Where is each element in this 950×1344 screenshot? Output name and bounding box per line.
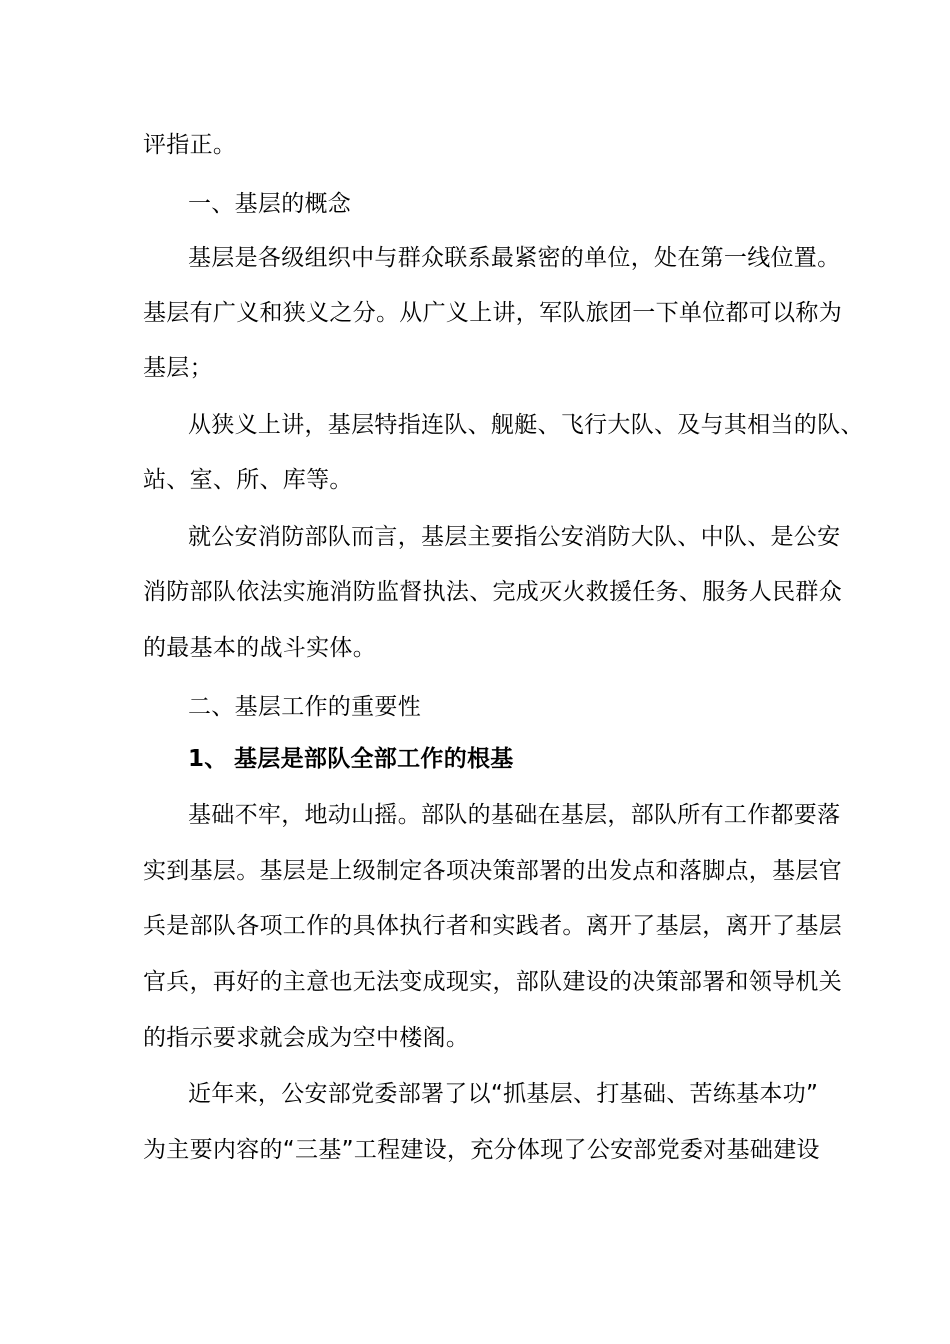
paragraph-line: 为主要内容的“三基”工程建设，充分体现了公安部党委对基础建设 bbox=[143, 1137, 820, 1163]
paragraph-line: 基层是各级组织中与群众联系最紧密的单位，处在第一线位置。 bbox=[188, 245, 841, 271]
subsection-heading bbox=[188, 744, 813, 774]
paragraph-line: 实到基层。基层是上级制定各项决策部署的出发点和落脚点，基层官 bbox=[143, 858, 842, 884]
section-heading: 二、基层工作的重要性 bbox=[188, 694, 421, 720]
paragraph-line: 近年来，公安部党委部署了以“抓基层、打基础、苦练基本功” bbox=[188, 1081, 819, 1107]
paragraph-line: 的最基本的战斗实体。 bbox=[143, 635, 376, 661]
paragraph-line: 兵是部队各项工作的具体执行者和实践者。离开了基层，离开了基层 bbox=[143, 913, 842, 939]
paragraph-line: 官兵，再好的主意也无法变成现实，部队建设的决策部署和领导机关 bbox=[143, 969, 842, 995]
paragraph-line: 就公安消防部队而言，基层主要指公安消防大队、中队、是公安 bbox=[188, 524, 841, 550]
paragraph-line: 从狭义上讲，基层特指连队、舰艇、飞行大队、及与其相当的队、 bbox=[188, 412, 864, 438]
subsection-number: 1、 bbox=[188, 746, 228, 772]
paragraph-line: 消防部队依法实施消防监督执法、完成灭火救援任务、服务人民群众 bbox=[143, 579, 842, 605]
paragraph-line: 的指示要求就会成为空中楼阁。 bbox=[143, 1025, 470, 1051]
paragraph-line: 基层； bbox=[143, 355, 213, 381]
subsection-title: 基层是部队全部工作的根基 bbox=[234, 746, 514, 772]
paragraph-line: 基层有广义和狭义之分。从广义上讲，军队旅团一下单位都可以称为 bbox=[143, 300, 842, 326]
section-heading: 一、基层的概念 bbox=[188, 191, 352, 217]
paragraph-line: 评指正。 bbox=[143, 132, 237, 158]
paragraph-line: 站、室、所、库等。 bbox=[143, 467, 353, 493]
paragraph-line: 基础不牢，地动山摇。部队的基础在基层，部队所有工作都要落 bbox=[188, 802, 841, 828]
